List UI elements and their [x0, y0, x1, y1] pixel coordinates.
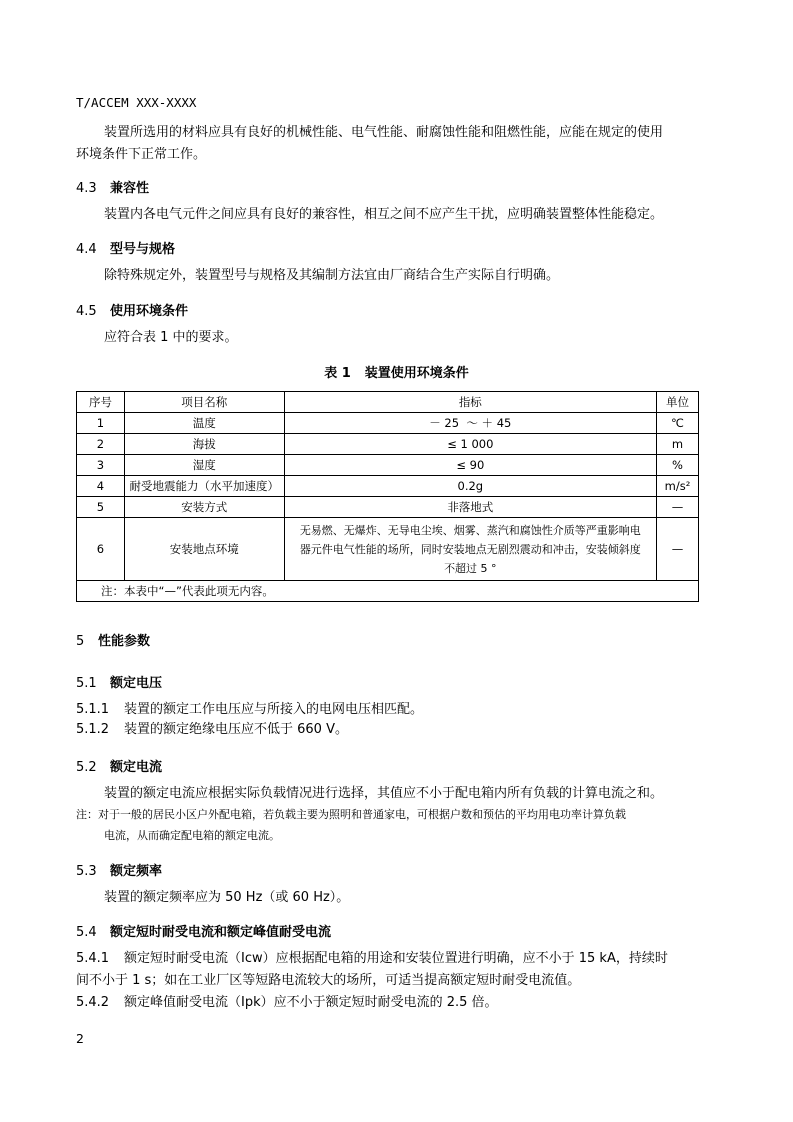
section-heading-5	[76, 630, 150, 649]
clause-5-1-2	[76, 719, 348, 741]
cell-spec-line3: 不超过 5 °	[444, 561, 497, 575]
page-number: 2	[76, 1031, 84, 1046]
clause-text: 装置的额定绝缘电压应不低于 660 V。	[124, 722, 348, 737]
section-heading-4-4	[76, 238, 175, 257]
section-number: 5.2	[76, 760, 97, 775]
section-4-4-text: 除特殊规定外，装置型号与规格及其编制方法宜由厂商结合生产实际自行明确。	[104, 268, 560, 283]
section-heading-5-2	[76, 756, 162, 775]
cell-unit: %	[657, 455, 699, 476]
cell-unit: m	[657, 434, 699, 455]
clause-5-4-1-line2: 间不小于 1 s；如在工业厂区等短路电流较大的场所，可适当提高额定短时耐受电流值。	[76, 973, 581, 988]
section-number: 5.1	[76, 676, 97, 691]
section-5-2-note-line2: 电流，从而确定配电箱的额定电流。	[104, 829, 280, 842]
section-title: 型号与规格	[110, 242, 176, 257]
cell-spec: 0.2g	[284, 476, 656, 497]
clause-number: 5.1.1	[76, 702, 110, 717]
environment-conditions-table	[76, 391, 699, 602]
section-5-2-text: 装置的额定电流应根据实际负载情况进行选择，其值应不小于配电箱内所有负载的计算电流之和。	[104, 786, 664, 801]
section-number: 5	[76, 634, 85, 649]
table-header-row	[77, 392, 699, 413]
section-number: 4.5	[76, 304, 97, 319]
table-note: 注：本表中“—”代表此项无内容。	[77, 581, 699, 602]
cell-no: 5	[77, 497, 125, 518]
section-title: 使用环境条件	[110, 304, 189, 319]
clause-number: 5.1.2	[76, 722, 110, 737]
cell-spec: 非落地式	[284, 497, 656, 518]
section-title: 额定频率	[110, 864, 163, 879]
cell-no: 4	[77, 476, 125, 497]
section-title: 兼容性	[110, 181, 150, 196]
section-heading-5-1	[76, 672, 162, 691]
cell-spec: － 25 ～ ＋ 45	[284, 413, 656, 434]
header-unit: 单位	[657, 392, 699, 413]
table-row	[77, 497, 699, 518]
clause-text: 额定峰值耐受电流（Ipk）应不小于额定短时耐受电流的 2.5 倍。	[124, 995, 498, 1010]
table-row	[77, 455, 699, 476]
cell-unit: ℃	[657, 413, 699, 434]
section-5-2-note-line1: 注：对于一般的居民小区户外配电箱，若负载主要为照明和普通家电，可根据户数和预估的平均用电功率计算负载	[76, 808, 626, 821]
clause-text: 额定短时耐受电流（Icw）应根据配电箱的用途和安装位置进行明确，应不小于 15 kA，持续时	[124, 951, 668, 966]
cell-spec-line2: 器元件电气性能的场所，同时安装地点无剧烈震动和冲击，安装倾斜度	[299, 542, 641, 556]
clause-5-1-1	[76, 699, 423, 721]
table-caption-title: 装置使用环境条件	[364, 366, 469, 381]
table-note-row	[77, 581, 699, 602]
section-title: 额定电流	[110, 760, 163, 775]
cell-spec	[284, 518, 656, 581]
table-row	[77, 476, 699, 497]
section-5-3-text: 装置的额定频率应为 50 Hz（或 60 Hz）。	[104, 890, 350, 905]
section-title: 性能参数	[98, 634, 151, 649]
clause-number: 5.4.1	[76, 951, 110, 966]
cell-item: 海拔	[124, 434, 284, 455]
cell-item: 安装地点环境	[124, 518, 284, 581]
cell-no: 6	[77, 518, 125, 581]
cell-no: 2	[77, 434, 125, 455]
section-heading-5-4	[76, 921, 331, 940]
header-spec: 指标	[284, 392, 656, 413]
section-heading-4-3	[76, 177, 149, 196]
clause-number: 5.4.2	[76, 995, 110, 1010]
table-row	[77, 413, 699, 434]
clause-5-4-1-line1	[76, 948, 668, 970]
clause-text: 装置的额定工作电压应与所接入的电网电压相匹配。	[124, 702, 424, 717]
header-no: 序号	[77, 392, 125, 413]
section-4-5-text: 应符合表 1 中的要求。	[104, 330, 238, 345]
intro-paragraph-line2: 环境条件下正常工作。	[76, 147, 207, 162]
section-number: 4.3	[76, 181, 97, 196]
document-header: T/ACCEM XXX-XXXX	[76, 95, 197, 110]
section-heading-5-3	[76, 860, 162, 879]
cell-item: 耐受地震能力（水平加速度）	[124, 476, 284, 497]
section-title: 额定电压	[110, 676, 163, 691]
section-4-3-text: 装置内各电气元件之间应具有良好的兼容性，相互之间不应产生干扰，应明确装置整体性能稳定。	[104, 207, 664, 222]
table-caption-number: 表 1	[324, 366, 351, 381]
cell-spec: ≤ 1 000	[284, 434, 656, 455]
table-row	[77, 434, 699, 455]
clause-5-4-2	[76, 992, 498, 1014]
cell-no: 1	[77, 413, 125, 434]
section-number: 4.4	[76, 242, 97, 257]
section-number: 5.3	[76, 864, 97, 879]
table-row	[77, 518, 699, 581]
section-heading-4-5	[76, 300, 188, 319]
cell-unit: —	[657, 518, 699, 581]
table-caption	[0, 362, 793, 381]
cell-unit: —	[657, 497, 699, 518]
section-number: 5.4	[76, 925, 97, 940]
cell-no: 3	[77, 455, 125, 476]
cell-item: 温度	[124, 413, 284, 434]
cell-unit: m/s²	[657, 476, 699, 497]
cell-spec: ≤ 90	[284, 455, 656, 476]
section-title: 额定短时耐受电流和额定峰值耐受电流	[110, 925, 332, 940]
header-item: 项目名称	[124, 392, 284, 413]
intro-paragraph-line1: 装置所选用的材料应具有良好的机械性能、电气性能、耐腐蚀性能和阻燃性能，应能在规定的使用	[104, 125, 664, 140]
cell-item: 湿度	[124, 455, 284, 476]
cell-spec-line1: 无易燃、无爆炸、无导电尘埃、烟雾、蒸汽和腐蚀性介质等严重影响电	[299, 523, 641, 537]
cell-item: 安装方式	[124, 497, 284, 518]
